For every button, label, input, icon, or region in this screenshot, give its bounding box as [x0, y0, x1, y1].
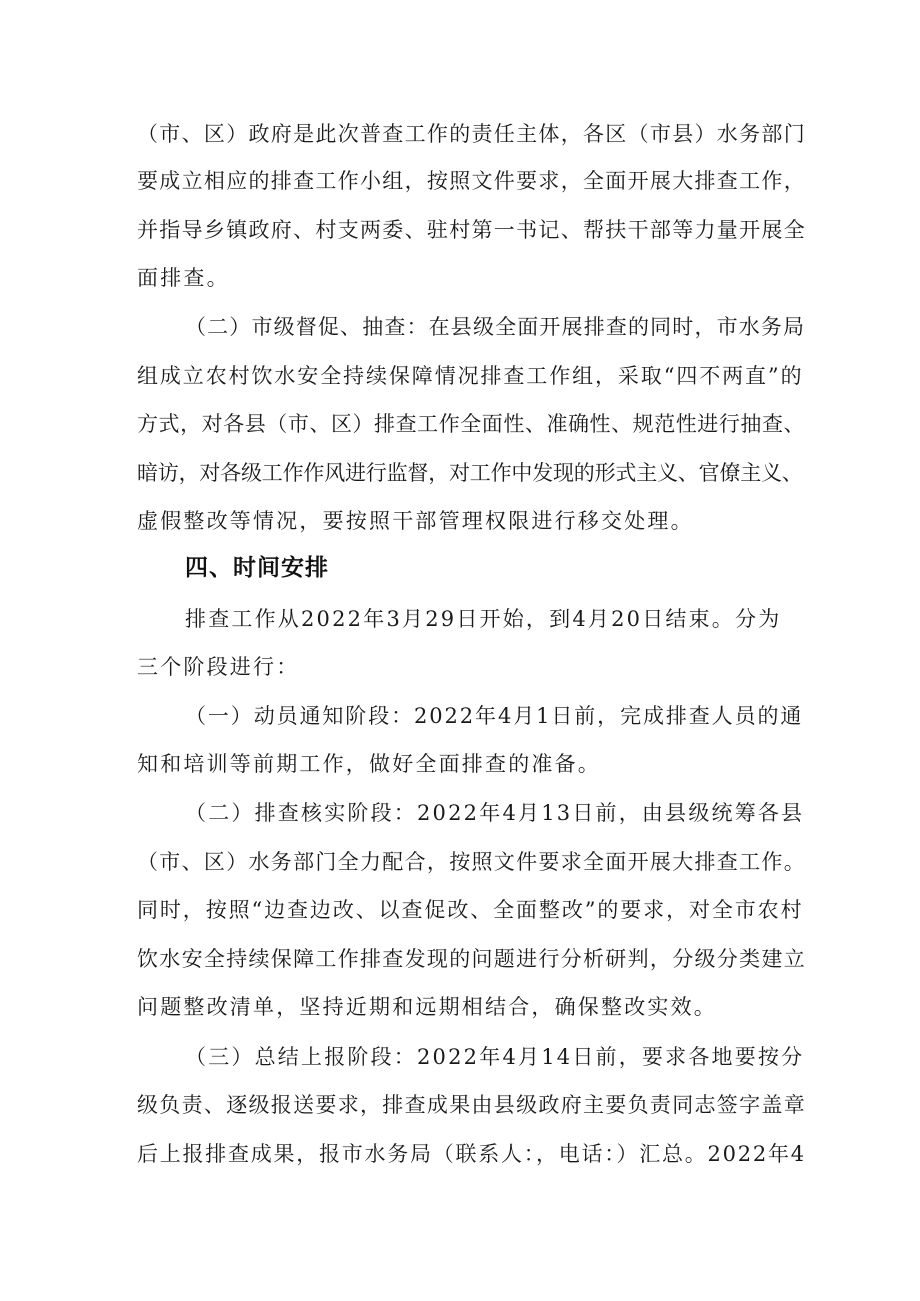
- paragraph-line: 后上报排查成果，报市水务局（联系人：，电话：）汇总。2022年4: [137, 1142, 806, 1166]
- paragraph-line: 级负责、逐级报送要求，排查成果由县级政府主要负责同志签字盖章: [137, 1093, 806, 1117]
- paragraph-line: 饮水安全持续保障工作排查发现的问题进行分析研判，分级分类建立: [137, 947, 806, 971]
- paragraph-line: 同时，按照“边查边改、以查促改、全面整改”的要求，对全市农村: [137, 898, 804, 922]
- paragraph-line: 面排查。: [137, 266, 230, 290]
- paragraph-line: 要成立相应的排查工作小组，按照文件要求，全面开展大排查工作，: [137, 169, 806, 193]
- paragraph-line: 方式，对各县（市、区）排查工作全面性、准确性、规范性进行抽查、: [137, 412, 806, 436]
- paragraph-line: （二）市级督促、抽查：在县级全面开展排查的同时，市水务局: [185, 315, 806, 339]
- section-heading: 四、时间安排: [185, 555, 329, 581]
- paragraph-line: （一）动员通知阶段：2022年4月1日前，完成排查人员的通: [185, 704, 804, 728]
- paragraph-line: 暗访，对各级工作作风进行监督，对工作中发现的形式主义、官僚主义、: [137, 461, 803, 485]
- paragraph-line: 排查工作从2022年3月29日开始，到4月20日结束。分为: [185, 607, 782, 631]
- paragraph-line: （二）排查核实阶段：2022年4月13日前，由县级统筹各县: [185, 801, 805, 825]
- paragraph-line: 三个阶段进行：: [137, 655, 300, 679]
- paragraph-line: （市、区）水务部门全力配合，按照文件要求全面开展大排查工作。: [137, 850, 806, 874]
- paragraph-line: （市、区）政府是此次普查工作的责任主体，各区（市县）水务部门: [137, 122, 806, 146]
- paragraph-line: 虚假整改等情况，要按照干部管理权限进行移交处理。: [137, 509, 694, 533]
- paragraph-line: （三）总结上报阶段：2022年4月14日前，要求各地要按分: [185, 1045, 805, 1069]
- paragraph-line: 组成立农村饮水安全持续保障情况排查工作组，采取“四不两直”的: [137, 364, 804, 388]
- paragraph-line: 并指导乡镇政府、村支两委、驻村第一书记、帮扶干部等力量开展全: [137, 218, 806, 242]
- paragraph-line: 问题整改清单，坚持近期和远期相结合，确保整改实效。: [137, 995, 717, 1019]
- paragraph-line: 知和培训等前期工作，做好全面排查的准备。: [137, 752, 601, 776]
